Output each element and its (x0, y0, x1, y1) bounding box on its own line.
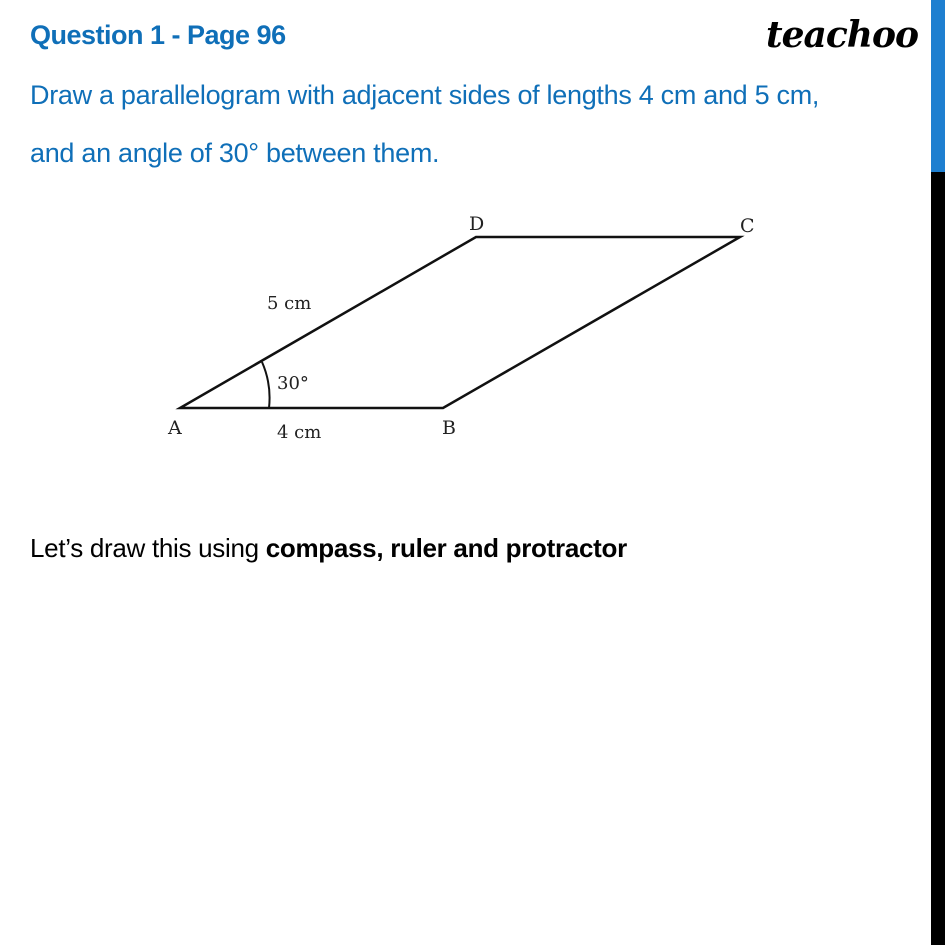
parallelogram-abcd (180, 237, 740, 408)
method-tools: compass, ruler and protractor (265, 533, 627, 563)
vertex-a-label: A (168, 417, 182, 439)
vertex-b-label: B (442, 417, 456, 439)
side-ad-length: 5 cm (267, 293, 312, 314)
question-text-line-1: Draw a parallelogram with adjacent sides of lengths 4 cm and 5 cm, (30, 80, 820, 110)
side-ab-length: 4 cm (277, 422, 322, 443)
angle-arc (262, 362, 270, 408)
question-text-line-2: and an angle of 30° between them. (30, 138, 440, 168)
vertex-d-label: D (469, 213, 485, 235)
angle-label: 30° (277, 373, 309, 394)
question-title: Question 1 - Page 96 (30, 20, 286, 50)
vertex-c-label: C (740, 215, 755, 237)
method-text (30, 533, 627, 564)
teachoo-logo: teachoo (766, 14, 918, 56)
method-intro: Let’s draw this using (30, 533, 266, 563)
